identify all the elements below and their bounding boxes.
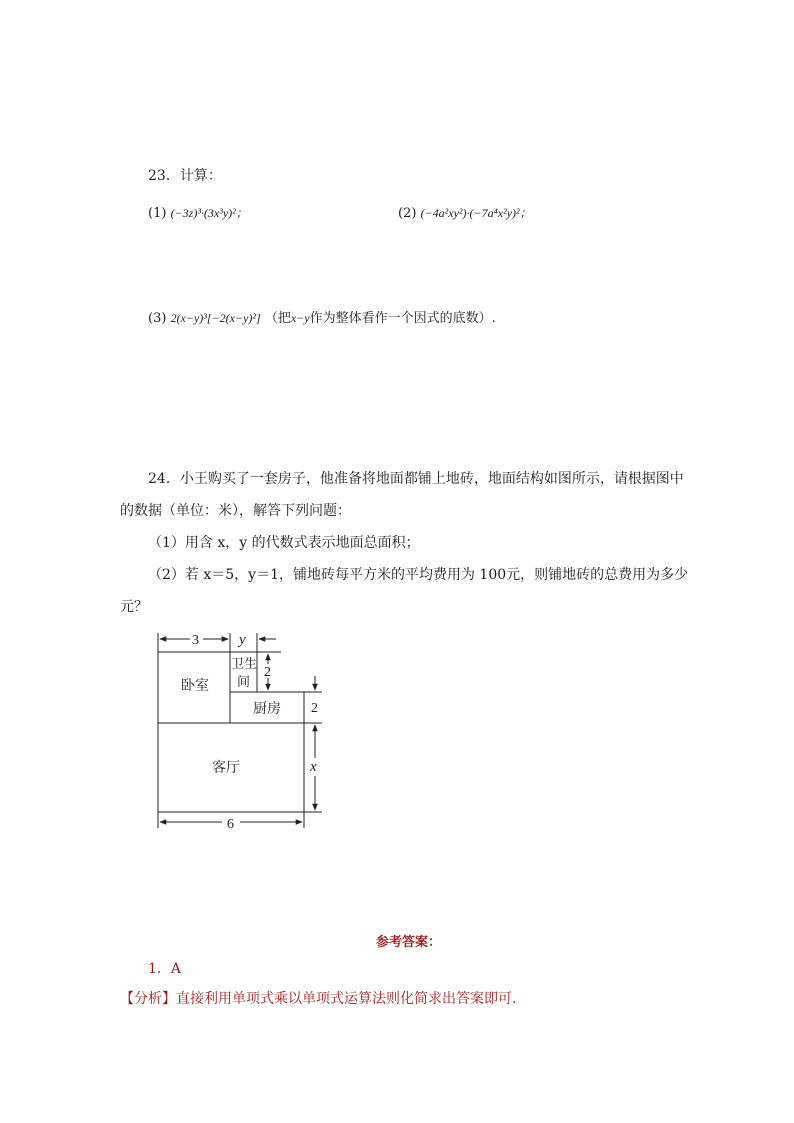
- q24-sub1: （1）用含 x，y 的代数式表示地面总面积；: [148, 535, 420, 551]
- label-kitchen: 厨房: [253, 701, 281, 717]
- q23-part1-label: (1): [148, 206, 167, 221]
- dim-label-x: x: [310, 759, 317, 775]
- label-bathroom-2: 间: [237, 675, 251, 690]
- q23-part1-expression: (−3z)³·(3x³y)²；: [170, 206, 248, 220]
- dim-label-2-top: 2: [264, 665, 271, 680]
- label-living-room: 客厅: [212, 760, 240, 776]
- q24-line2: 的数据（单位：米），解答下列问题：: [120, 503, 351, 519]
- label-bathroom-1: 卫生: [231, 657, 258, 672]
- q24-line1: 24．小王购买了一套房子，他准备将地面都铺上地砖，地面结构如图所示，请根据图中: [148, 471, 684, 487]
- analysis-text: 直接利用单项式乘以单项式运算法则化简求出答案即可.: [176, 991, 517, 1007]
- q23-title: 23．计算：: [148, 168, 222, 184]
- q24-sub2-line2: 元？: [120, 599, 148, 615]
- q23-part3-variable: x−y: [290, 311, 310, 325]
- dim-label-6: 6: [227, 817, 234, 832]
- q23-part3-note-open: （把: [264, 311, 291, 326]
- q23-part3-expression: 2(x−y)³[−2(x−y)²]: [170, 311, 261, 325]
- q23-part2-label: (2): [398, 206, 417, 221]
- q23-part2-expression: (−4a²xy²)·(−7a⁴x²y)²；: [420, 206, 532, 220]
- label-bedroom: 卧室: [181, 678, 209, 694]
- q24-sub2-line1: （2）若 x＝5，y＝1，铺地砖每平方米的平均费用为 100元，则铺地砖的总费用为多少: [148, 567, 689, 583]
- q23-part3-note: 作为整体看作一个因式的底数）.: [309, 311, 496, 326]
- dim-label-2-right: 2: [311, 701, 318, 716]
- analysis-tag: 【分析】: [120, 991, 176, 1007]
- dim-label-y: y: [239, 632, 246, 648]
- q23-part3-label: (3): [148, 311, 167, 326]
- answers-heading: 参考答案：: [376, 935, 442, 950]
- analysis-line: [120, 988, 516, 1008]
- dim-label-3: 3: [192, 633, 199, 648]
- answer-1: 1．A: [148, 961, 182, 977]
